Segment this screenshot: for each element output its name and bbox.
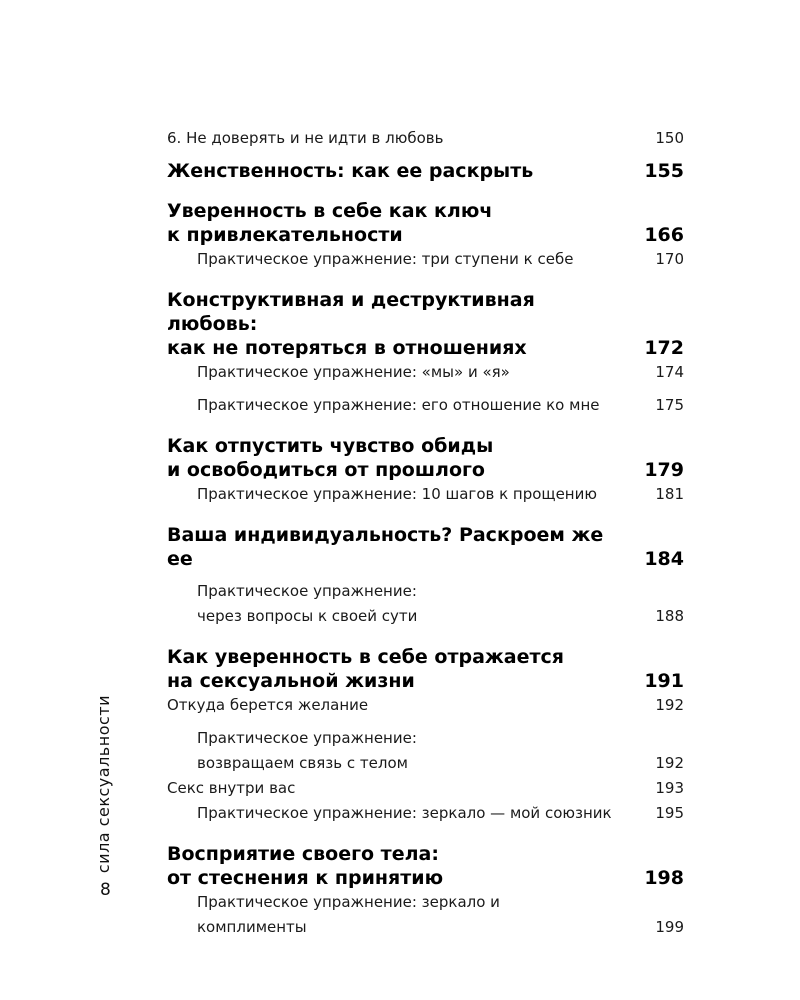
toc-chapter[interactable] [167,199,684,247]
toc-exercise[interactable] [167,393,684,418]
toc-exercise-page: 175 [655,396,684,414]
toc-chapter-title-line1: Конструктивная и деструктивная любовь: [167,289,535,335]
toc-chapter-page: 191 [644,670,684,692]
toc-exercise-page: 181 [655,485,684,503]
toc-chapter-title-line1: Уверенность в себе как ключ [167,200,493,222]
toc-exercise[interactable] [167,801,684,826]
toc-exercise-title: Практическое упражнение: зеркало и комплименты [197,893,500,936]
toc-section-page: 192 [655,696,684,714]
toc-exercise-title-line2: через вопросы к своей сути [197,607,418,625]
toc-exercise-page: 199 [655,918,684,936]
toc-entry-title: 6. Не доверять и не идти в любовь [167,129,444,147]
toc-chapter-title: Ваша индивидуальность? Раскроем же ее [167,524,604,570]
toc-chapter-title-line2: как не потеряться в отношениях [167,337,527,359]
table-of-contents [167,126,684,940]
toc-section[interactable] [167,693,684,718]
toc-exercise-title: Практическое упражнение: его отношение ко мне [197,396,600,414]
toc-section-title: Секс внутри вас [167,779,296,797]
toc-chapter[interactable] [167,159,684,183]
toc-entry-page: 150 [655,129,684,147]
toc-exercise-page: 170 [655,250,684,268]
toc-exercise[interactable] [167,482,684,507]
toc-exercise-title-line1: Практическое упражнение: [197,729,417,747]
toc-chapter-page: 155 [644,160,684,182]
toc-section-page: 193 [655,779,684,797]
toc-chapter-page: 198 [644,867,684,889]
toc-exercise-page: 192 [655,754,684,772]
toc-exercise[interactable] [167,360,684,385]
toc-exercise-title-line1: Практическое упражнение: [197,582,417,600]
toc-chapter[interactable] [167,288,684,360]
toc-chapter-title-line1: Восприятие своего тела: [167,843,439,865]
toc-chapter[interactable] [167,434,684,482]
toc-exercise-page: 195 [655,804,684,822]
toc-chapter-page: 184 [644,548,684,570]
toc-chapter-title: Женственность: как ее раскрыть [167,160,534,182]
toc-chapter-page: 179 [644,459,684,481]
toc-exercise-title: Практическое упражнение: «мы» и «я» [197,363,510,381]
toc-chapter-title-line2: к привлекательности [167,224,403,246]
toc-chapter-title-line2: от стеснения к принятию [167,867,444,889]
toc-exercise-title: Практическое упражнение: три ступени к себе [197,250,574,268]
toc-section[interactable] [167,776,684,801]
toc-exercise[interactable] [167,890,684,940]
toc-chapter-page: 166 [644,224,684,246]
toc-chapter-title-line1: Как отпустить чувство обиды [167,435,494,457]
toc-exercise-title: Практическое упражнение: зеркало — мой союзник [197,804,612,822]
toc-chapter-title-line2: на сексуальной жизни [167,670,415,692]
toc-chapter[interactable] [167,523,684,571]
toc-exercise[interactable] [167,247,684,272]
toc-chapter-title-line2: и освободиться от прошлого [167,459,485,481]
toc-exercise-title: Практическое упражнение: 10 шагов к прощению [197,485,597,503]
toc-exercise[interactable] [167,579,684,629]
page-number: 8 [100,880,111,900]
toc-chapter-page: 172 [644,337,684,359]
toc-exercise-page: 188 [655,607,684,625]
toc-chapter[interactable] [167,645,684,693]
toc-chapter[interactable] [167,842,684,890]
toc-exercise[interactable] [167,726,684,776]
toc-entry[interactable] [167,126,684,151]
running-book-title: сила сексуальности [94,695,113,874]
toc-exercise-page: 174 [655,363,684,381]
toc-section-title: Откуда берется желание [167,696,369,714]
toc-chapter-title-line1: Как уверенность в себе отражается [167,646,564,668]
toc-exercise-title-line2: возвращаем связь с телом [197,754,408,772]
